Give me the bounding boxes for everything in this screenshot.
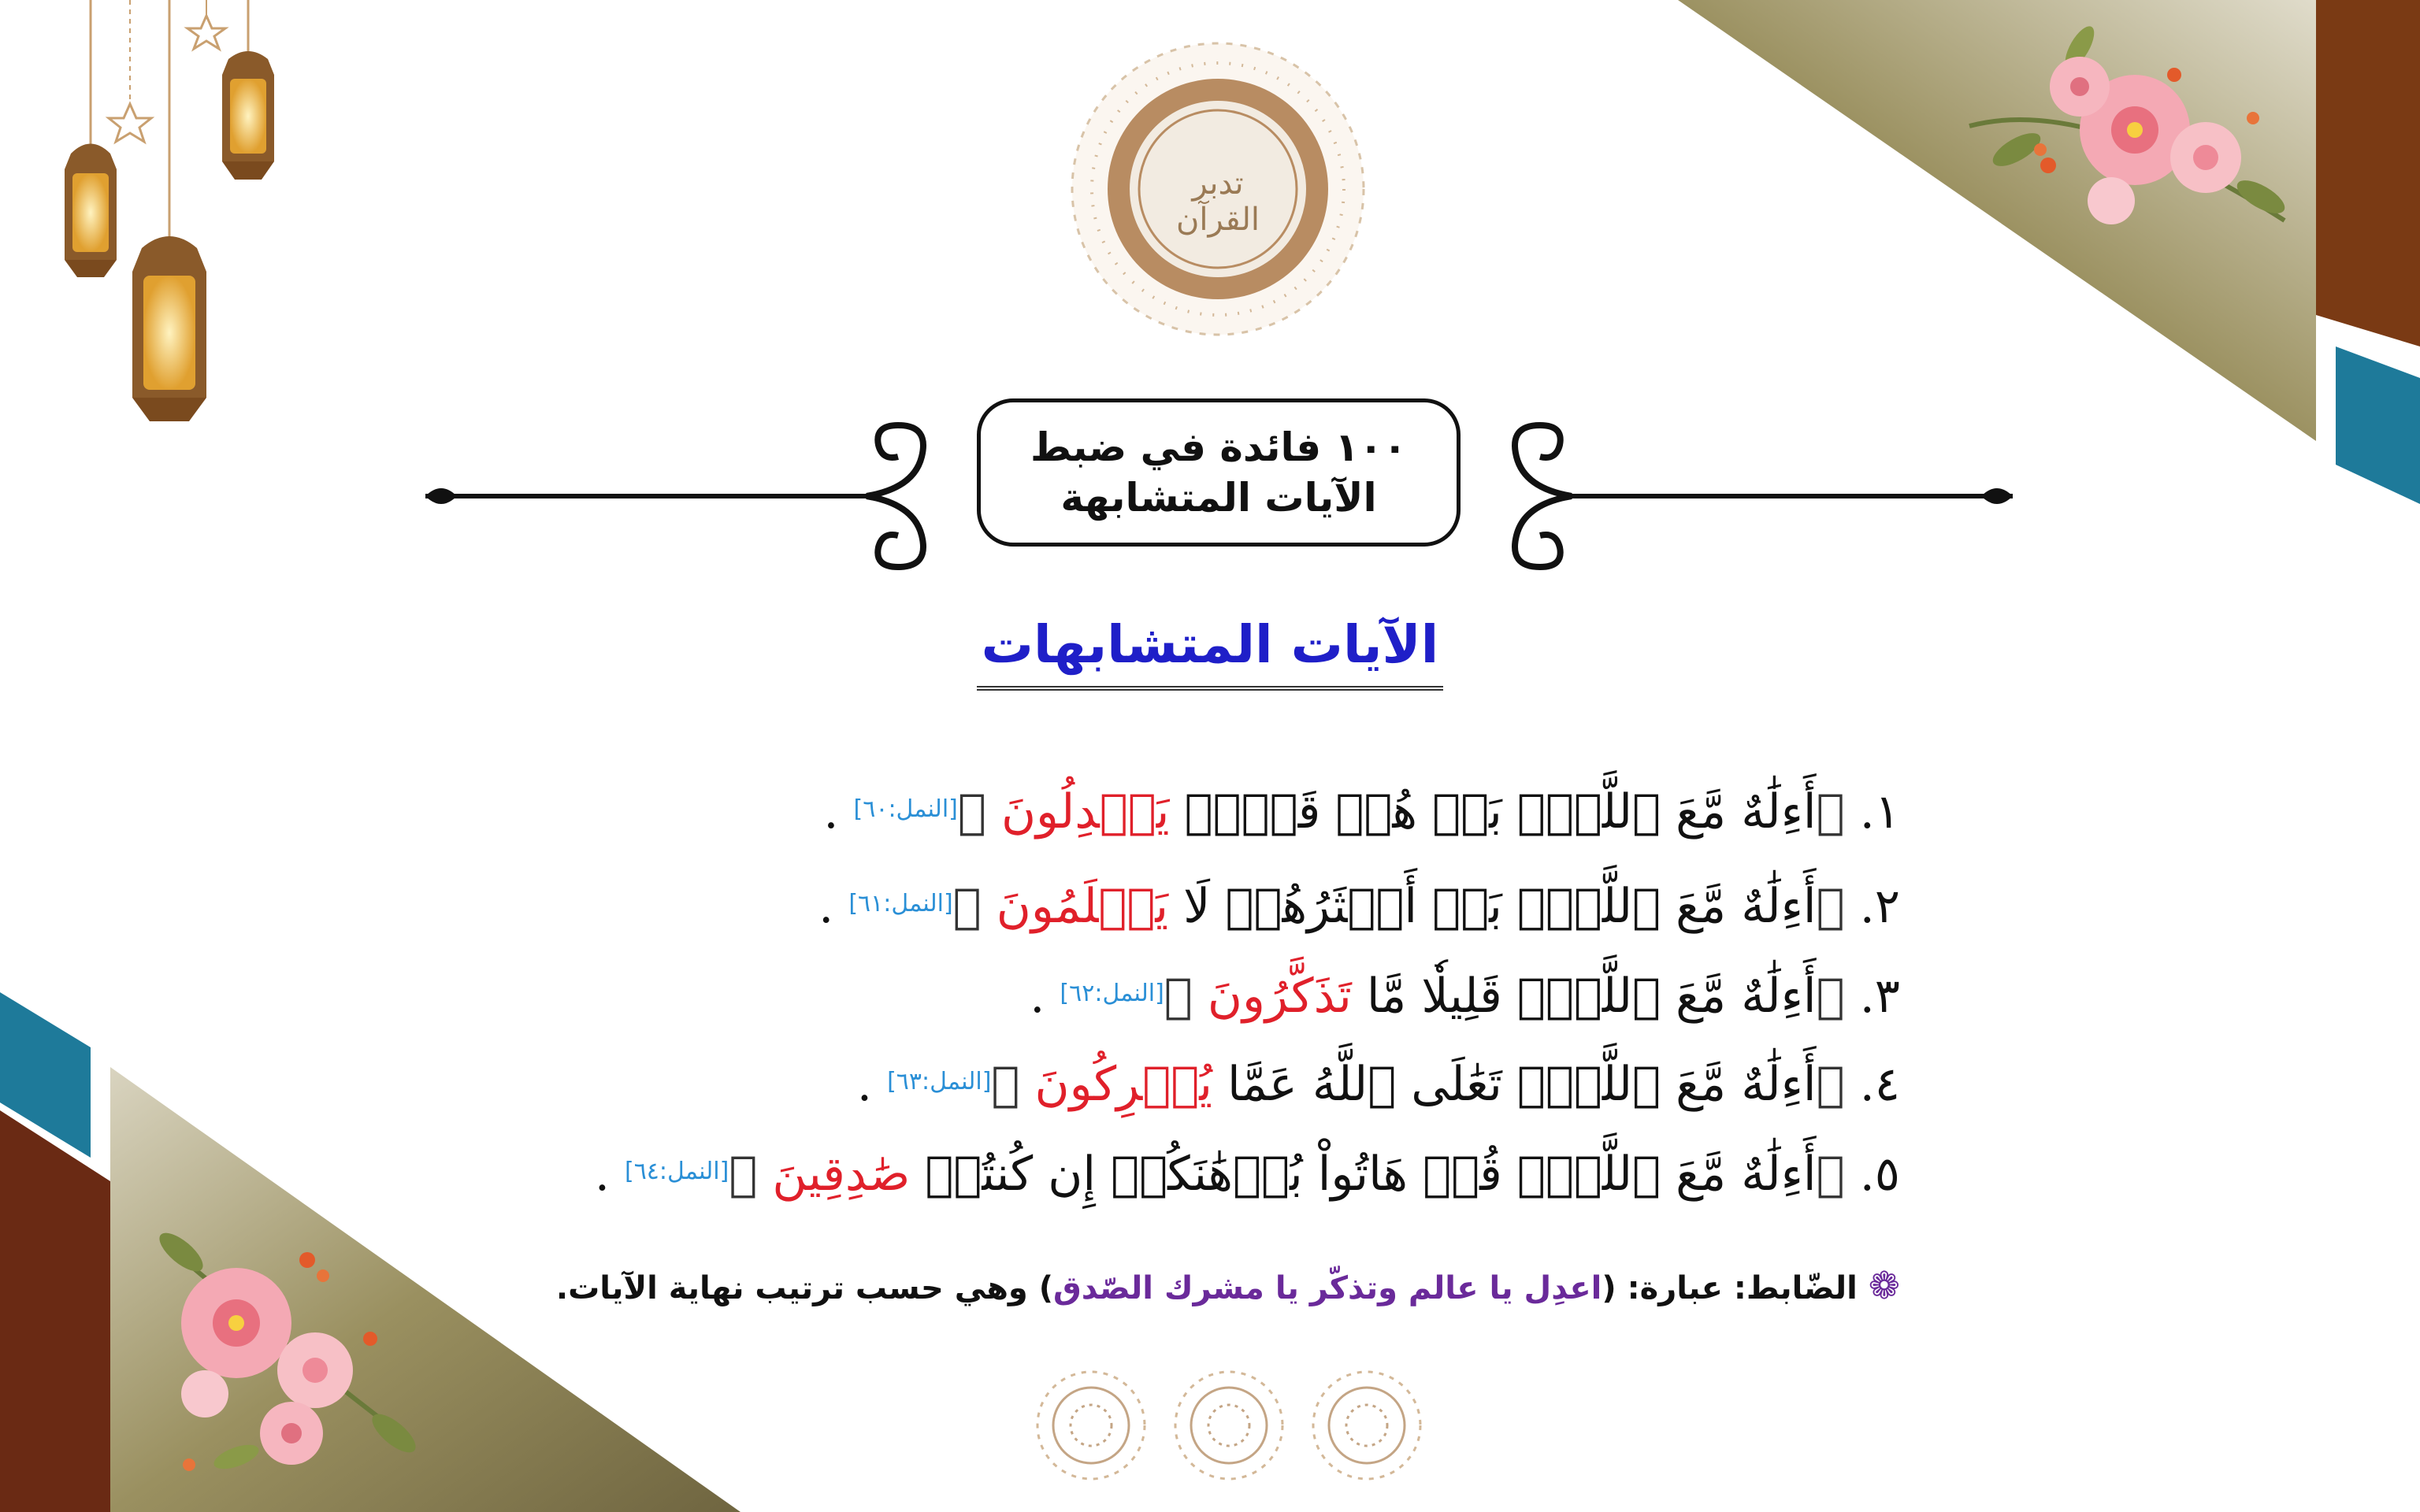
verse-text: أَءِلَٰهٌ مَّعَ ٱللَّهِۚ قَلِيلٗا مَّا	[1366, 969, 1817, 1024]
verse-line-4	[857, 1051, 1900, 1116]
title-flourish-left	[425, 425, 923, 567]
verse-period: .	[856, 1057, 872, 1112]
verse-text: أَءِلَٰهٌ مَّعَ ٱللَّهِۚ بَلۡ أَكۡثَرُهُمۡ لَا	[1183, 879, 1817, 934]
verse-period: .	[818, 879, 834, 934]
section-heading	[867, 614, 1553, 675]
mnemonic-rule	[556, 1258, 1900, 1316]
verse-text: أَءِلَٰهٌ مَّعَ ٱللَّهِۚ تَعَٰلَى ٱللَّهُ عَمَّا	[1227, 1057, 1817, 1112]
verse-reference: [النمل:٦٣]	[887, 1068, 992, 1095]
verse-ending-word: يُشۡرِكُونَ	[1034, 1057, 1212, 1112]
verse-ending-word: يَعۡدِلُونَ	[1000, 784, 1170, 839]
title-line-2: الآيات المتشابهة	[1060, 475, 1377, 521]
flower-bullet-icon: ❁	[1868, 1264, 1900, 1308]
verse-line-2	[818, 873, 1900, 938]
verse-open-bracket: ﴿	[1816, 1147, 1845, 1202]
verse-number: ٣.	[1859, 969, 1900, 1024]
verse-number: ٥.	[1859, 1147, 1900, 1202]
verse-reference: [النمل:٦٤]	[624, 1158, 729, 1185]
verse-close-bracket: ﴾	[957, 784, 986, 839]
verse-period: .	[1030, 969, 1045, 1024]
logo-text: تدبر القرآن	[1175, 165, 1260, 238]
verse-ending-word: صَٰدِقِينَ	[772, 1147, 911, 1202]
verse-close-bracket: ﴾	[1164, 969, 1193, 1024]
verse-open-bracket: ﴿	[1816, 879, 1845, 934]
verse-close-bracket: ﴾	[991, 1057, 1020, 1112]
rule-highlight: اعدِل يا عالم وتذكّر يا مشرك الصّدق	[1053, 1270, 1602, 1306]
verse-close-bracket: ﴾	[952, 879, 982, 934]
bottom-left-corner-bands	[0, 992, 740, 1512]
rule-post: ) وهي حسب ترتيب نهاية الآيات.	[555, 1270, 1053, 1306]
verse-close-bracket: ﴾	[729, 1147, 758, 1202]
title-line-1: ١٠٠ فائدة في ضبط	[1030, 424, 1408, 470]
verse-open-bracket: ﴿	[1816, 1057, 1845, 1112]
rule-label: الضّابط:	[1733, 1270, 1858, 1306]
verse-text: أَءِلَٰهٌ مَّعَ ٱللَّهِۚ قُلۡ هَاتُواْ بُرۡهَٰنَكُمۡ إِن كُنتُمۡ	[925, 1147, 1817, 1202]
verse-reference: [النمل:٦٠]	[853, 795, 958, 823]
rule-pre: عبارة: (	[1602, 1270, 1723, 1306]
verse-open-bracket: ﴿	[1816, 784, 1845, 839]
verse-line-5	[595, 1140, 1900, 1206]
verse-line-1	[823, 778, 1900, 843]
verse-number: ١.	[1859, 784, 1900, 839]
verse-reference: [النمل:٦١]	[848, 890, 953, 917]
verse-reference: [النمل:٦٢]	[1060, 980, 1164, 1007]
bottom-rosettes	[1037, 1372, 1420, 1479]
section-heading-text: الآيات المتشابهات	[977, 614, 1444, 691]
title-flourish-right	[1515, 425, 2013, 567]
verse-ending-word: تَذَكَّرُونَ	[1207, 969, 1352, 1024]
title-box	[977, 398, 1461, 547]
verse-line-3	[1030, 962, 1900, 1028]
verse-period: .	[823, 784, 839, 839]
verse-number: ٤.	[1859, 1057, 1900, 1112]
top-right-corner-bands	[1678, 0, 2420, 504]
hanging-lanterns	[65, 0, 274, 421]
verse-number: ٢.	[1859, 879, 1900, 934]
verse-ending-word: يَعۡلَمُونَ	[996, 879, 1169, 934]
verse-period: .	[594, 1147, 610, 1202]
verse-open-bracket: ﴿	[1816, 969, 1845, 1024]
verse-text: أَءِلَٰهٌ مَّعَ ٱللَّهِۚ بَلۡ هُمۡ قَوۡمٞ	[1184, 784, 1817, 839]
